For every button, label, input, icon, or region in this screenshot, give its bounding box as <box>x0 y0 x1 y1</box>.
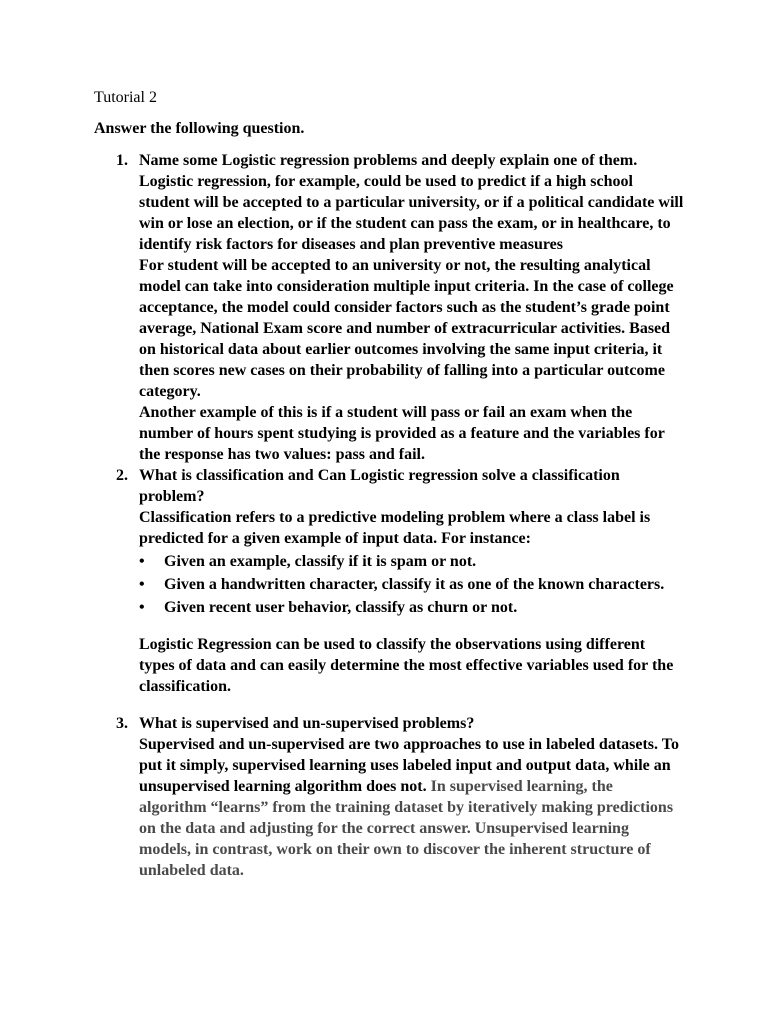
example-bullet-list <box>139 551 684 618</box>
bullet-icon: • <box>139 599 145 616</box>
question-list <box>94 150 684 881</box>
list-item <box>139 551 684 572</box>
question-number: 2. <box>116 467 128 484</box>
answer-paragraph: Classification refers to a predictive modeling problem where a class label is predicted for a given example of input data. For instance: <box>139 509 651 547</box>
answer-paragraph: Logistic regression, for example, could be used to predict if a high school student will be accepted to a particular university, or if a political candidate will win or lose an election, or if the student can pass the exam, or in healthcare, to identify risk factors for diseases and plan preventive measures <box>139 173 684 253</box>
bullet-icon: • <box>139 553 145 570</box>
question-item-3 <box>94 713 684 881</box>
question-number: 3. <box>116 715 128 732</box>
bullet-text: Given a handwritten character, classify it as one of the known characters. <box>164 576 665 593</box>
list-item <box>139 574 684 595</box>
answer-text-dark: Supervised and un-supervised are two approaches to use in labeled datasets. To put it simply, supervised learning uses labeled input and output data, while an unsupervised learning algorithm does not. <box>139 736 679 795</box>
answer-paragraph <box>139 734 684 881</box>
instructions-heading: Answer the following question. <box>94 120 305 137</box>
question-item-1 <box>94 150 684 465</box>
list-item <box>139 597 684 618</box>
bullet-icon: • <box>139 576 145 593</box>
answer-paragraph: Another example of this is if a student will pass or fail an exam when the number of hours spent studying is provided as a feature and the variables for the response has two values: pass and fail. <box>139 404 665 463</box>
answer-text-grey: In supervised learning, the algorithm “learns” from the training dataset by iteratively making predictions on the data and adjusting for the correct answer. Unsupervised learning models, in contrast, work on their own to discover the inherent structure of unlabeled data. <box>139 778 674 879</box>
question-number: 1. <box>116 152 128 169</box>
question-text: What is classification and Can Logistic regression solve a classification problem? <box>139 467 620 505</box>
question-text: Name some Logistic regression problems and deeply explain one of them. <box>139 152 638 169</box>
document-title: Tutorial 2 <box>94 89 157 106</box>
answer-paragraph: Logistic Regression can be used to classify the observations using different types of data and can easily determine the most effective variables used for the classification. <box>139 636 674 695</box>
bullet-text: Given recent user behavior, classify as churn or not. <box>164 599 518 616</box>
bullet-text: Given an example, classify if it is spam or not. <box>164 553 477 570</box>
answer-paragraph: For student will be accepted to an university or not, the resulting analytical model can take into consideration multiple input criteria. In the case of college acceptance, the model could consider factors such as the student’s grade point average, National Exam score and number of extracurricular activities. Based on historical data about earlier outcomes involving the same input criteria, it then scores new cases on their probability of falling into a particular outcome category. <box>139 257 674 400</box>
question-item-2 <box>94 465 684 697</box>
question-text: What is supervised and un-supervised problems? <box>139 715 475 732</box>
